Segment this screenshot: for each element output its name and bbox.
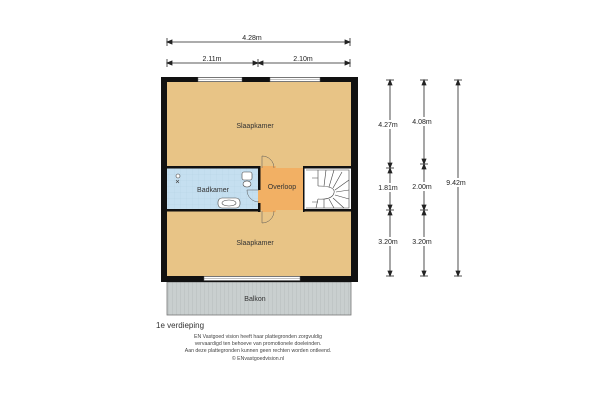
left-width-label: 2.11m (202, 56, 222, 63)
disclaimer-line: EN Vastgoed vision heeft haar plattegronden zorgvuldig (194, 334, 322, 340)
right-width-label: 2.10m (293, 56, 313, 63)
landing-label: Overloop (267, 184, 297, 191)
balcony-label: Balkon (244, 296, 266, 303)
height-b-1-label: 4.08m (412, 119, 432, 126)
top-bedroom-label: Slaapkamer (236, 123, 274, 130)
bathroom-label: Badkamer (197, 187, 229, 194)
height-a-2-label: 1.81m (378, 185, 398, 192)
height-a-3-label: 3.20m (378, 239, 398, 246)
disclaimer (130, 334, 386, 363)
toilet-icon (242, 172, 252, 180)
top-dimensions (167, 38, 350, 67)
disclaimer-line: Aan deze plattegronden kunnen geen rechten worden ontleend. (184, 348, 332, 355)
disclaimer-line: © ENvastgoedvision.nl (231, 355, 285, 362)
disclaimer-line: vervaardigd ten behoeve van promotionele doeleinden. (194, 341, 322, 348)
height-b-2-label: 2.00m (412, 184, 432, 191)
floor-label: 1e verdieping (156, 321, 205, 330)
height-b-3-label: 3.20m (412, 239, 432, 246)
sink-icon (218, 198, 240, 208)
total-width-label: 4.28m (242, 35, 262, 42)
bottom-bedroom-label: Slaapkamer (236, 240, 274, 247)
stairwell-area (304, 168, 351, 210)
total-height-label: 9.42m (446, 180, 466, 187)
height-a-1-label: 4.27m (378, 122, 398, 129)
